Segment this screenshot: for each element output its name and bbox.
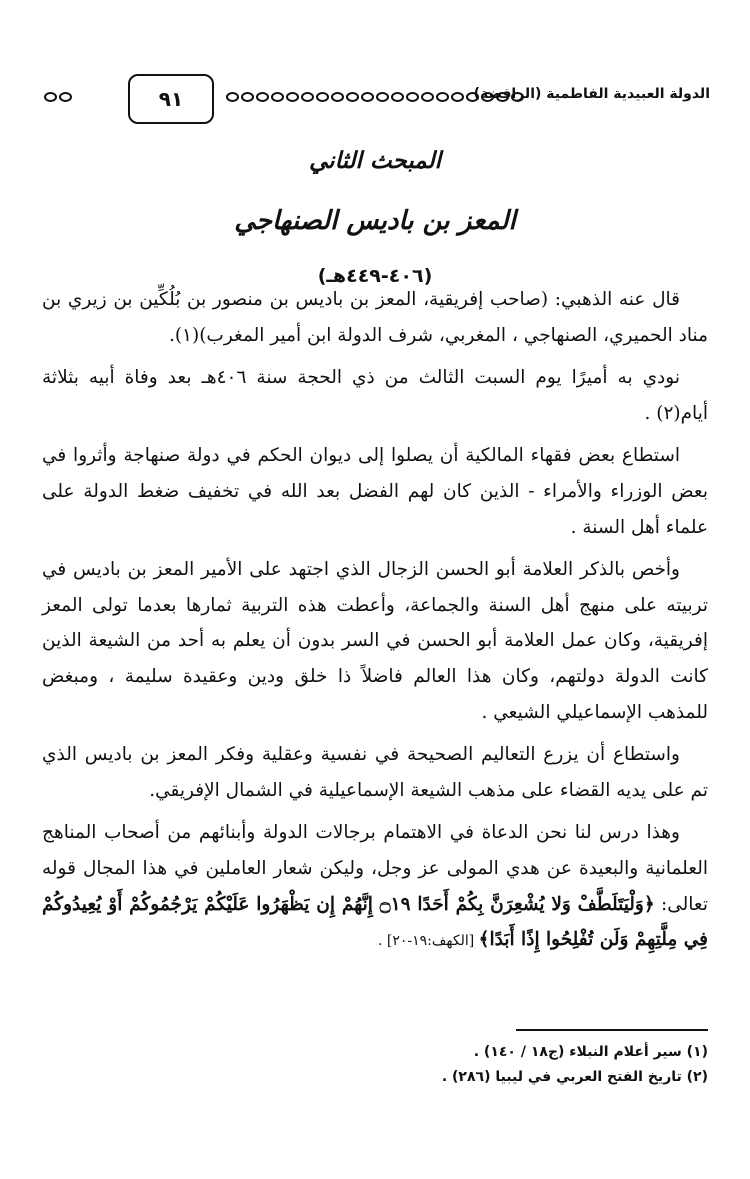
footnote: (١) سير أعلام النبلاء (ج١٨ / ١٤٠) . [473,1044,708,1060]
paragraph: واستطاع أن يزرع التعاليم الصحيحة في نفسية وعقلية وفكر المعز بن باديس الذي تم على يديه القضاء على مذهب الشيعة الإسماعيلية في الشمال الإفريقي. [42,744,708,801]
footnote-rule [516,1029,708,1031]
paragraph-with-quran [42,815,708,959]
body-text [42,282,708,960]
section-title: المبحث الثاني [309,148,441,174]
quran-verse: ﴿وَلْيَتَلَطَّفْ وَلا يُشْعِرَنَّ بِكُمْ أَحَدًا ۝١٩ إِنَّهُمْ إِن يَظْهَرُوا عَلَيْكُمْ يَرْجُمُوكُمْ أَوْ يُعِيدُوكُمْ فِي مِلَّتِهِمْ وَلَن تُفْلِحُوا إِذًا أَبَدًا﴾ [42,893,708,951]
footnotes [42,1040,708,1090]
paragraph: وأخص بالذكر العلامة أبو الحسن الزجال الذي اجتهد على الأمير المعز بن باديس في تربيته على منهج أهل السنة والجماعة، وأعطت هذه التربية ثمارها بعدما تولى المعز إفريقية، وكان عمل العلامة أبو الحسن في السر بدون أن يعلم به أحد من الشيعة الذين كانت الدولة دولتهم، وكان هذا العالم فاضلاً ذا خلق ودين وعقيدة سليمة ، ومبغض للمذهب الإسماعيلي الشيعي . [42,559,708,723]
paragraph-text: وهذا درس لنا نحن الدعاة في الاهتمام برجالات الدولة وأبنائهم من أصحاب المناهج العلمانية والبعيدة عن هدي المولى عز وجل، وليكن شعار العاملين في هذا المجال قوله تعالى: [42,822,708,915]
ornament-left [44,92,72,106]
page-header [44,72,710,128]
chapter-titles [0,140,750,294]
paragraph: نودي به أميرًا يوم السبت الثالث من ذي الحجة سنة ٤٠٦هـ بعد وفاة أبيه بثلاثة أيام(٢) . [42,367,708,424]
paragraph: قال عنه الذهبي: (صاحب إفريقية، المعز بن باديس بن منصور بن بُلُكِّين بن زيري بن مناد الحميري، الصنهاجي ، المغربي، شرف الدولة ابن أمير المغرب)(١). [42,289,708,346]
footnote: (٢) تاريخ الفتح العربي في ليبيا (٢٨٦) . [441,1069,708,1085]
paragraph: استطاع بعض فقهاء المالكية أن يصلوا إلى ديوان الحكم في دولة صنهاجة وأثروا في بعض الوزراء والأمراء - الذين كان لهم الفضل بعد الله في تخفيف ضغط الدولة على علماء أهل السنة . [42,445,708,538]
date-range: (٤٠٦-٤٤٩هـ) [317,265,433,287]
page-number: ٩١ [128,74,214,124]
running-head: الدولة العبيدية الفاطمية (الرافضة) [473,86,710,102]
subject-title: المعز بن باديس الصنهاجي [234,206,516,236]
verse-reference: [الكهف:١٩-٢٠] . [377,933,479,950]
